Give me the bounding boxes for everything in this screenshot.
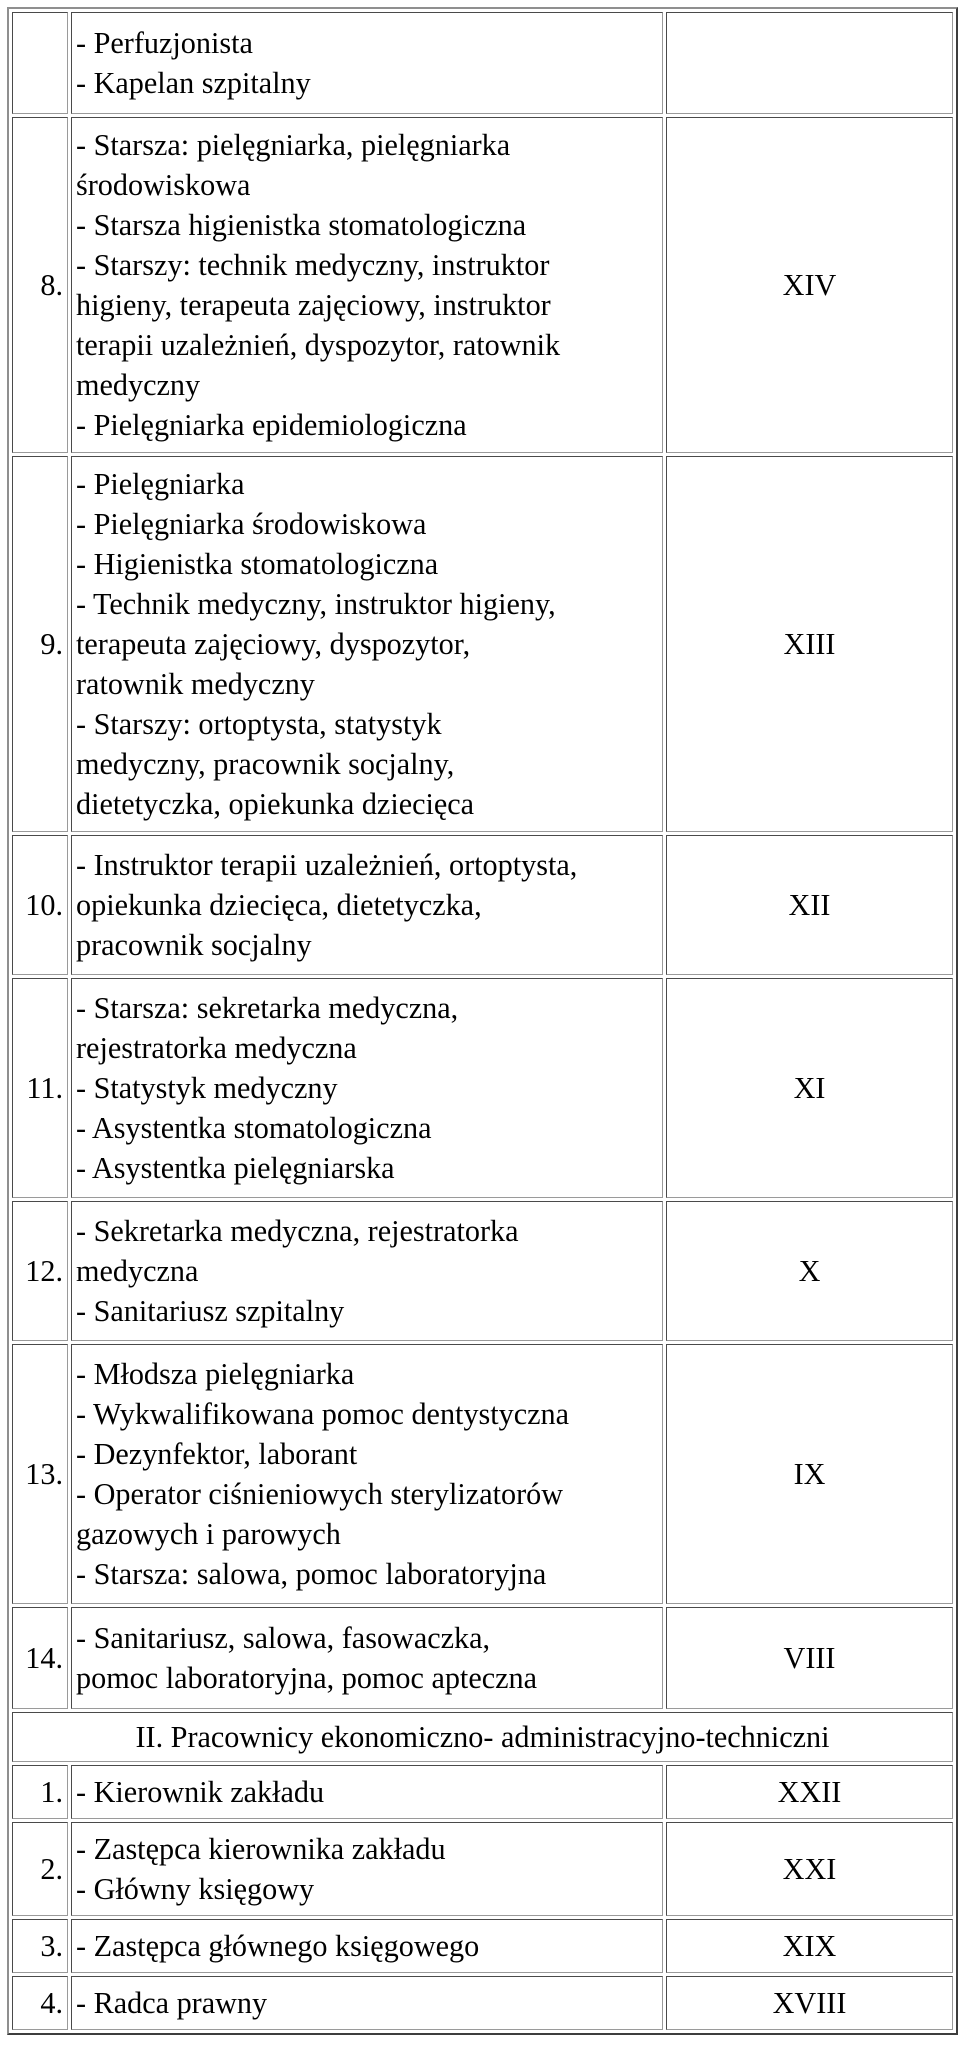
position-list: [71, 1765, 663, 1819]
salary-grade: XIII: [666, 456, 953, 832]
position-line: - Kapelan szpitalny: [76, 65, 311, 100]
position-line: - Starszy: ortoptysta, statystyk: [76, 706, 442, 741]
position-line: - Starsza: sekretarka medyczna,: [76, 990, 459, 1025]
row-number: [12, 12, 68, 114]
position-line: medyczny: [76, 367, 201, 402]
position-line: - Główny księgowy: [76, 1871, 315, 1906]
table-row: [12, 456, 953, 832]
position-list: [71, 978, 663, 1198]
position-line: - Młodsza pielęgniarka: [76, 1356, 355, 1391]
table-row: [12, 117, 953, 453]
row-number: 11.: [12, 978, 68, 1198]
salary-grade: X: [666, 1201, 953, 1341]
position-list: [71, 1344, 663, 1604]
row-number: 2.: [12, 1822, 68, 1916]
position-line: - Dezynfektor, laborant: [76, 1436, 358, 1471]
position-list: [71, 1919, 663, 1973]
position-list: [71, 1201, 663, 1341]
row-number: 13.: [12, 1344, 68, 1604]
position-line: - Sanitariusz, salowa, fasowaczka,: [76, 1620, 491, 1655]
position-line: - Pielęgniarka epidemiologiczna: [76, 407, 467, 442]
position-list: [71, 456, 663, 832]
position-line: ratownik medyczny: [76, 666, 315, 701]
table-row: [12, 12, 953, 114]
position-line: - Starsza: pielęgniarka, pielęgniarka: [76, 127, 511, 162]
position-line: medyczna: [76, 1253, 199, 1288]
position-line: - Sanitariusz szpitalny: [76, 1293, 345, 1328]
table-body-part-a: [12, 12, 953, 1709]
salary-grade: XXII: [666, 1765, 953, 1819]
salary-grade: XXI: [666, 1822, 953, 1916]
salary-grade-table: [7, 7, 958, 2035]
position-line: - Operator ciśnieniowych sterylizatorów: [76, 1476, 564, 1511]
table-row: [12, 1822, 953, 1916]
table-row: [12, 1765, 953, 1819]
position-list: [71, 1822, 663, 1916]
table-row: [12, 1201, 953, 1341]
position-line: terapeuta zajęciowy, dyspozytor,: [76, 626, 471, 661]
salary-grade: VIII: [666, 1607, 953, 1709]
salary-grade: XIX: [666, 1919, 953, 1973]
position-list: [71, 12, 663, 114]
position-line: opiekunka dziecięca, dietetyczka,: [76, 887, 482, 922]
position-line: - Wykwalifikowana pomoc dentystyczna: [76, 1396, 570, 1431]
position-line: - Higienistka stomatologiczna: [76, 546, 439, 581]
position-line: - Starszy: technik medyczny, instruktor: [76, 247, 550, 282]
salary-grade: IX: [666, 1344, 953, 1604]
position-line: - Starsza higienistka stomatologiczna: [76, 207, 527, 242]
section-header-group: [12, 1712, 953, 1762]
position-line: gazowych i parowych: [76, 1516, 341, 1551]
position-line: - Radca prawny: [76, 1985, 268, 2020]
table-body-part-b: [12, 1765, 953, 2030]
table-row: [12, 1919, 953, 1973]
position-list: [71, 1607, 663, 1709]
row-number: 10.: [12, 835, 68, 975]
position-list: [71, 1976, 663, 2030]
salary-grade: XI: [666, 978, 953, 1198]
salary-grade: XII: [666, 835, 953, 975]
position-list: [71, 117, 663, 453]
position-line: higieny, terapeuta zajęciowy, instruktor: [76, 287, 551, 322]
position-line: - Sekretarka medyczna, rejestratorka: [76, 1213, 519, 1248]
position-line: - Zastępca głównego księgowego: [76, 1928, 480, 1963]
position-line: - Pielęgniarka: [76, 466, 245, 501]
salary-grade: XVIII: [666, 1976, 953, 2030]
position-line: - Starsza: salowa, pomoc laboratoryjna: [76, 1556, 547, 1591]
position-line: - Technik medyczny, instruktor higieny,: [76, 586, 556, 621]
row-number: 14.: [12, 1607, 68, 1709]
position-line: - Instruktor terapii uzależnień, ortoptysta,: [76, 847, 578, 882]
table-row: [12, 1344, 953, 1604]
position-line: - Pielęgniarka środowiskowa: [76, 506, 427, 541]
table-row: [12, 1976, 953, 2030]
row-number: 1.: [12, 1765, 68, 1819]
position-line: pomoc laboratoryjna, pomoc apteczna: [76, 1660, 538, 1695]
position-line: rejestratorka medyczna: [76, 1030, 357, 1065]
position-line: - Asystentka stomatologiczna: [76, 1110, 432, 1145]
salary-grade: XIV: [666, 117, 953, 453]
position-line: - Statystyk medyczny: [76, 1070, 338, 1105]
row-number: 8.: [12, 117, 68, 453]
position-line: - Kierownik zakładu: [76, 1774, 325, 1809]
row-number: 9.: [12, 456, 68, 832]
position-line: pracownik socjalny: [76, 927, 312, 962]
position-line: dietetyczka, opiekunka dziecięca: [76, 786, 475, 821]
table-row: [12, 835, 953, 975]
table-row: [12, 978, 953, 1198]
position-line: - Perfuzjonista: [76, 25, 253, 60]
row-number: 3.: [12, 1919, 68, 1973]
position-line: medyczny, pracownik socjalny,: [76, 746, 455, 781]
row-number: 4.: [12, 1976, 68, 2030]
position-line: środowiskowa: [76, 167, 251, 202]
row-number: 12.: [12, 1201, 68, 1341]
table-row: [12, 1607, 953, 1709]
section-title: II. Pracownicy ekonomiczno- administracyjno-techniczni: [12, 1712, 953, 1762]
section-header-row: [12, 1712, 953, 1762]
position-line: - Asystentka pielęgniarska: [76, 1150, 395, 1185]
position-line: terapii uzależnień, dyspozytor, ratownik: [76, 327, 561, 362]
position-list: [71, 835, 663, 975]
salary-grade: [666, 12, 953, 114]
position-line: - Zastępca kierownika zakładu: [76, 1831, 446, 1866]
